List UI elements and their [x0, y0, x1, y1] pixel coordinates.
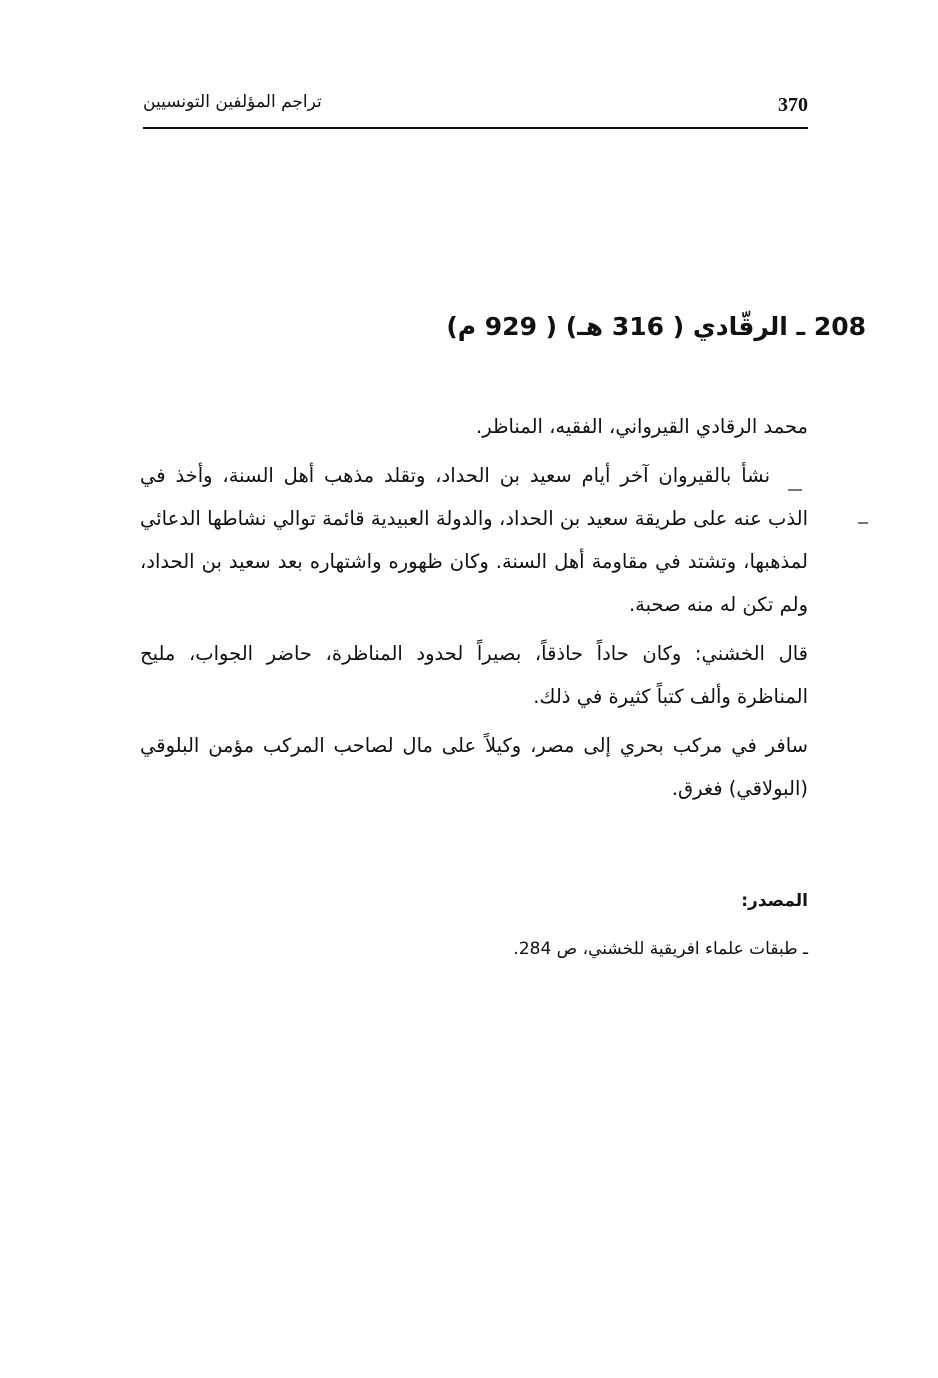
entry-title: ـ الرقّادي ( 316 هـ) ( 929 م) [446, 312, 806, 341]
paragraph-quote: قال الخشني: وكان حاداً حاذقاً، بصيراً لحدود المناظرة، حاضر الجواب، مليح المناظرة وألف كتباً كثيرة في ذلك. [140, 642, 808, 708]
header-rule [143, 127, 808, 129]
paragraph-travel: سافر في مركب بحري إلى مصر، وكيلاً على مال لصاحب المركب مؤمن البلوقي (البولاقي) فغرق. [140, 734, 808, 800]
scan-speck [788, 489, 802, 491]
paragraph-intro: محمد الرقادي القيرواني، الفقيه، المناظر. [476, 415, 808, 438]
source-item: ـ طبقات علماء افريقية للخشني، ص 284. [513, 939, 808, 959]
paragraph-biography: نشأ بالقيروان آخر أيام سعيد بن الحداد، وتقلد مذهب أهل السنة، وأخذ في الذب عنه على طريقة سعيد بن الحداد، والدولة العبيدية قائمة توالي نشاطها الدعائي لمذهبها، وتشتد في مقاومة أهل السنة. وكان ظهوره واشتهاره بعد سعيد بن الحداد، ولم تكن له منه صحبة. [140, 464, 808, 616]
source-label: المصدر: [741, 891, 808, 911]
entry-body [140, 405, 808, 816]
source-section [140, 880, 808, 970]
scan-speck [858, 522, 868, 524]
entry-number: 208 [813, 312, 866, 341]
running-title: تراجم المؤلفين التونسيين [143, 92, 322, 112]
page-number: 370 [778, 94, 808, 116]
entry-heading [146, 312, 866, 341]
page-header [143, 86, 808, 126]
